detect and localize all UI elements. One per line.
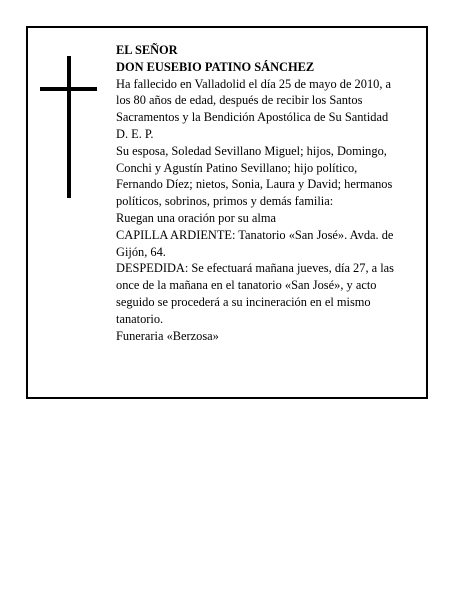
deceased-name: DON EUSEBIO PATINO SÁNCHEZ	[116, 59, 315, 74]
farewell-line: tanatorio.	[116, 311, 164, 326]
chapel-line: CAPILLA ARDIENTE: Tanatorio «San José». Avda. de	[116, 227, 394, 242]
chapel-line: Gijón, 64.	[116, 244, 166, 259]
family-line: Fernando Díez; nietos, Sonia, Laura y David; hermanos	[116, 177, 393, 192]
death-announcement-line: los 80 años de edad, después de recibir los Santos	[116, 93, 363, 108]
cross-horizontal-bar	[40, 87, 97, 91]
family-line: políticos, sobrinos, primos y demás familia:	[116, 194, 334, 209]
rip-abbreviation: D. E. P.	[116, 126, 154, 141]
family-line: Conchi y Agustín Patino Sevillano; hijo político,	[116, 160, 358, 175]
cross-vertical-bar	[67, 56, 71, 198]
farewell-line: seguido se procederá a su incineración en el mismo	[116, 294, 371, 309]
death-announcement-line: Sacramentos y la Bendición Apostólica de Su Santidad	[116, 110, 389, 125]
notice-body	[116, 42, 428, 344]
farewell-line: once de la mañana en el tanatorio «San José», y acto	[116, 278, 377, 293]
family-line: Su esposa, Soledad Sevillano Miguel; hijos, Domingo,	[116, 143, 387, 158]
death-announcement-line: Ha fallecido en Valladolid el día 25 de mayo de 2010, a	[116, 76, 392, 91]
notice-heading-title: EL SEÑOR	[116, 43, 178, 57]
obituary-notice	[26, 26, 428, 399]
farewell-line: DESPEDIDA: Se efectuará mañana jueves, día 27, a las	[116, 261, 395, 276]
prayer-request: Ruegan una oración por su alma	[116, 210, 276, 225]
funeral-home: Funeraria «Berzosa»	[116, 328, 219, 343]
